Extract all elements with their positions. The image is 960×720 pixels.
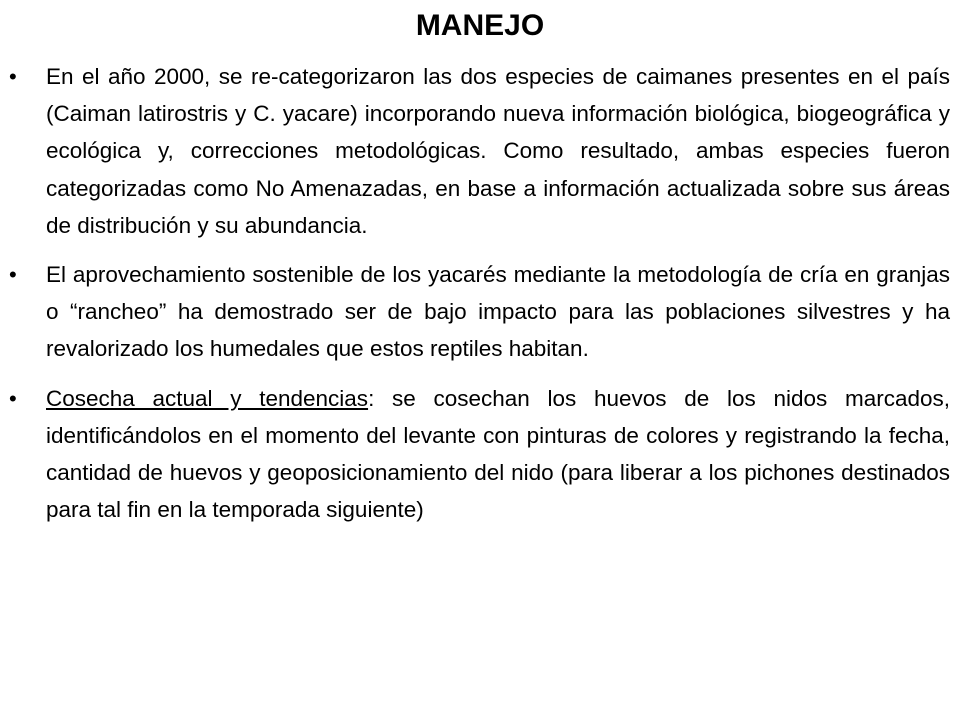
- bullet-item-recategorization: [46, 58, 950, 244]
- bullet-item-sustainable-use: [46, 256, 950, 368]
- bullet-text: : se cosechan los huevos de los nidos marcados, identificándolos en el momento del levante con pinturas de colores y registrando la fecha, cantidad de huevos y geoposicionamiento del nido (para liberar a los pichones destinados para tal fin en la temporada siguiente): [46, 385, 950, 523]
- bullet-label-underlined: Cosecha actual y tendencias: [46, 385, 369, 411]
- bullet-text: En el año 2000, se re-categorizaron las dos especies de caimanes presentes en el país (Caiman latirostris y C. yacare) incorporando nueva información biológica, biogeográfica y ecológica y, correcciones metodológicas. Como resultado, ambas especies fueron categorizadas como No Amenazadas, en base a información actualizada sobre sus áreas de distribución y su abundancia.: [46, 64, 950, 238]
- bullet-list: [46, 58, 950, 540]
- bullet-item-harvest: [46, 380, 950, 529]
- bullet-text: El aprovechamiento sostenible de los yacarés mediante la metodología de cría en granjas o “rancheo” ha demostrado ser de bajo impacto para las poblaciones silvestres y ha revalorizado los humedales que estos reptiles habitan.: [46, 262, 950, 362]
- slide-title: MANEJO: [415, 9, 545, 42]
